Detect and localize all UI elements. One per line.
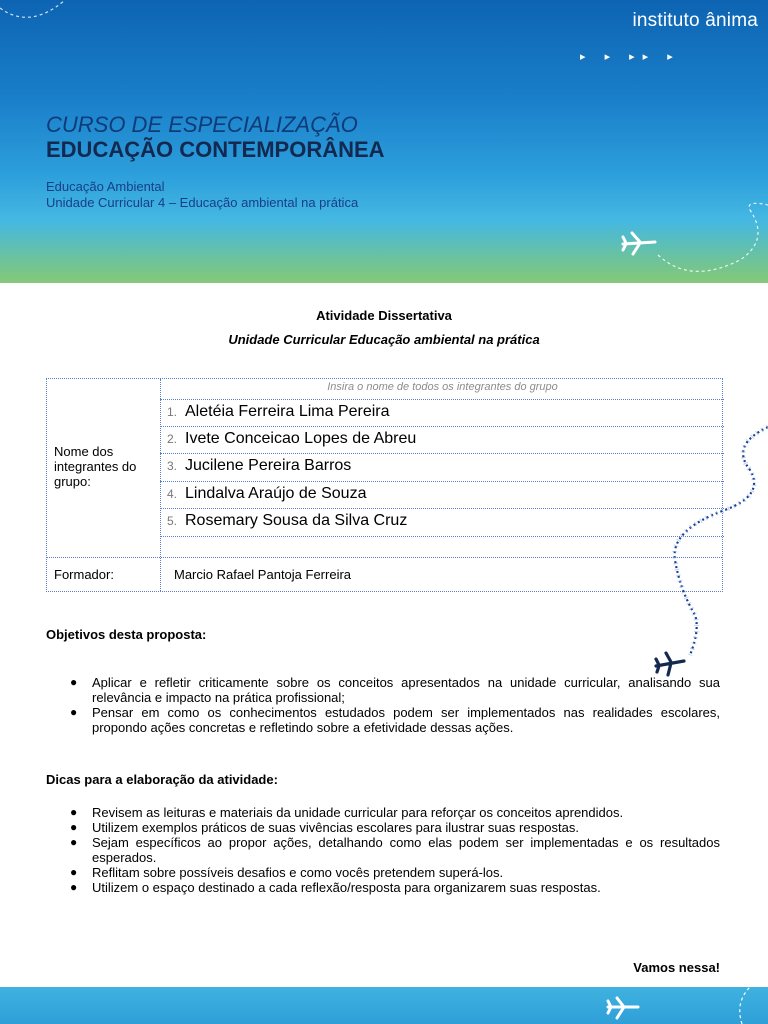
list-item: ● Utilizem o espaço destinado a cada reflexão/resposta para organizarem suas respostas. bbox=[70, 880, 601, 895]
brand-logo: instituto ânima bbox=[632, 10, 758, 31]
activity-title: Atividade Dissertativa bbox=[316, 308, 452, 323]
table-row-line bbox=[160, 536, 724, 537]
list-item: ● Sejam específicos ao propor ações, detalhando como elas podem ser implementadas e os resultados esperados. bbox=[70, 835, 720, 865]
group-table bbox=[46, 378, 723, 592]
member-name: Lindalva Araújo de Souza bbox=[185, 485, 367, 502]
list-item: ● Pensar em como os conhecimentos estudados podem ser implementados nas realidades escolares, propondo ações concretas e refletindo sobre a efetividade dessas ações. bbox=[70, 705, 720, 735]
member-entry[interactable] bbox=[167, 399, 390, 425]
formador-value[interactable]: Marcio Rafael Pantoja Ferreira bbox=[174, 567, 352, 582]
member-name: Jucilene Pereira Barros bbox=[185, 457, 352, 474]
course-title-line2: EDUCAÇÃO CONTEMPORÂNEA bbox=[46, 137, 385, 162]
formador-label: Formador: bbox=[54, 567, 114, 582]
bullet-icon: ● bbox=[70, 880, 78, 894]
member-number: 1. bbox=[167, 405, 178, 419]
course-subtitle-2: Unidade Curricular 4 – Educação ambiental na prática bbox=[46, 195, 359, 210]
table-row-line bbox=[47, 557, 722, 558]
dotted-path-decoration bbox=[650, 200, 768, 283]
objectives-title: Objetivos desta proposta: bbox=[46, 627, 207, 642]
dotted-curve-decoration bbox=[0, 0, 80, 30]
bullet-icon: ● bbox=[70, 820, 78, 834]
member-number: 5. bbox=[167, 514, 178, 528]
names-label: Nome dos integrantes do grupo: bbox=[54, 444, 137, 489]
closing-text: Vamos nessa! bbox=[633, 960, 720, 975]
airplane-icon bbox=[653, 650, 687, 678]
activity-subtitle: Unidade Curricular Educação ambiental na prática bbox=[228, 332, 540, 347]
arrow-decoration: ▸ ▸ ▸▸ ▸ bbox=[580, 51, 681, 63]
bullet-icon: ● bbox=[70, 705, 78, 719]
member-number: 3. bbox=[167, 459, 178, 473]
dotted-path-decoration bbox=[730, 987, 768, 1024]
tips-title: Dicas para a elaboração da atividade: bbox=[46, 772, 278, 787]
course-subtitle-1: Educação Ambiental bbox=[46, 179, 165, 194]
bullet-icon: ● bbox=[70, 675, 78, 689]
member-name: Aletéia Ferreira Lima Pereira bbox=[185, 403, 390, 420]
bullet-icon: ● bbox=[70, 805, 78, 819]
list-item: ● Reflitam sobre possíveis desafios e como vocês pretendem superá-los. bbox=[70, 865, 504, 880]
bullet-icon: ● bbox=[70, 865, 78, 879]
list-item: ● Revisem as leituras e materiais da unidade curricular para reforçar os conceitos aprendidos. bbox=[70, 805, 624, 820]
list-item: ● Aplicar e refletir criticamente sobre os conceitos apresentados na unidade curricular, analisando sua relevância e impacto na prática profissional; bbox=[70, 675, 720, 705]
airplane-icon bbox=[605, 995, 641, 1021]
bullet-icon: ● bbox=[70, 835, 78, 849]
member-name: Rosemary Sousa da Silva Cruz bbox=[185, 512, 408, 529]
course-title-line1: CURSO DE ESPECIALIZAÇÃO bbox=[46, 112, 358, 137]
header-banner bbox=[0, 0, 768, 283]
tips-list bbox=[46, 805, 720, 895]
member-number: 4. bbox=[167, 487, 178, 501]
member-number: 2. bbox=[167, 432, 178, 446]
flight-path-decoration bbox=[650, 415, 768, 685]
objectives-list bbox=[46, 675, 720, 735]
table-divider bbox=[160, 379, 161, 591]
member-name: Ivete Conceicao Lopes de Abreu bbox=[185, 430, 417, 447]
member-entry[interactable] bbox=[167, 508, 407, 534]
names-hint: Insira o nome de todos os integrantes do grupo bbox=[327, 381, 558, 393]
member-entry[interactable] bbox=[167, 453, 351, 479]
list-item: ● Utilizem exemplos práticos de suas vivências escolares para ilustrar suas respostas. bbox=[70, 820, 579, 835]
footer-banner bbox=[0, 987, 768, 1024]
member-entry[interactable] bbox=[167, 481, 366, 507]
member-entry[interactable] bbox=[167, 426, 416, 452]
